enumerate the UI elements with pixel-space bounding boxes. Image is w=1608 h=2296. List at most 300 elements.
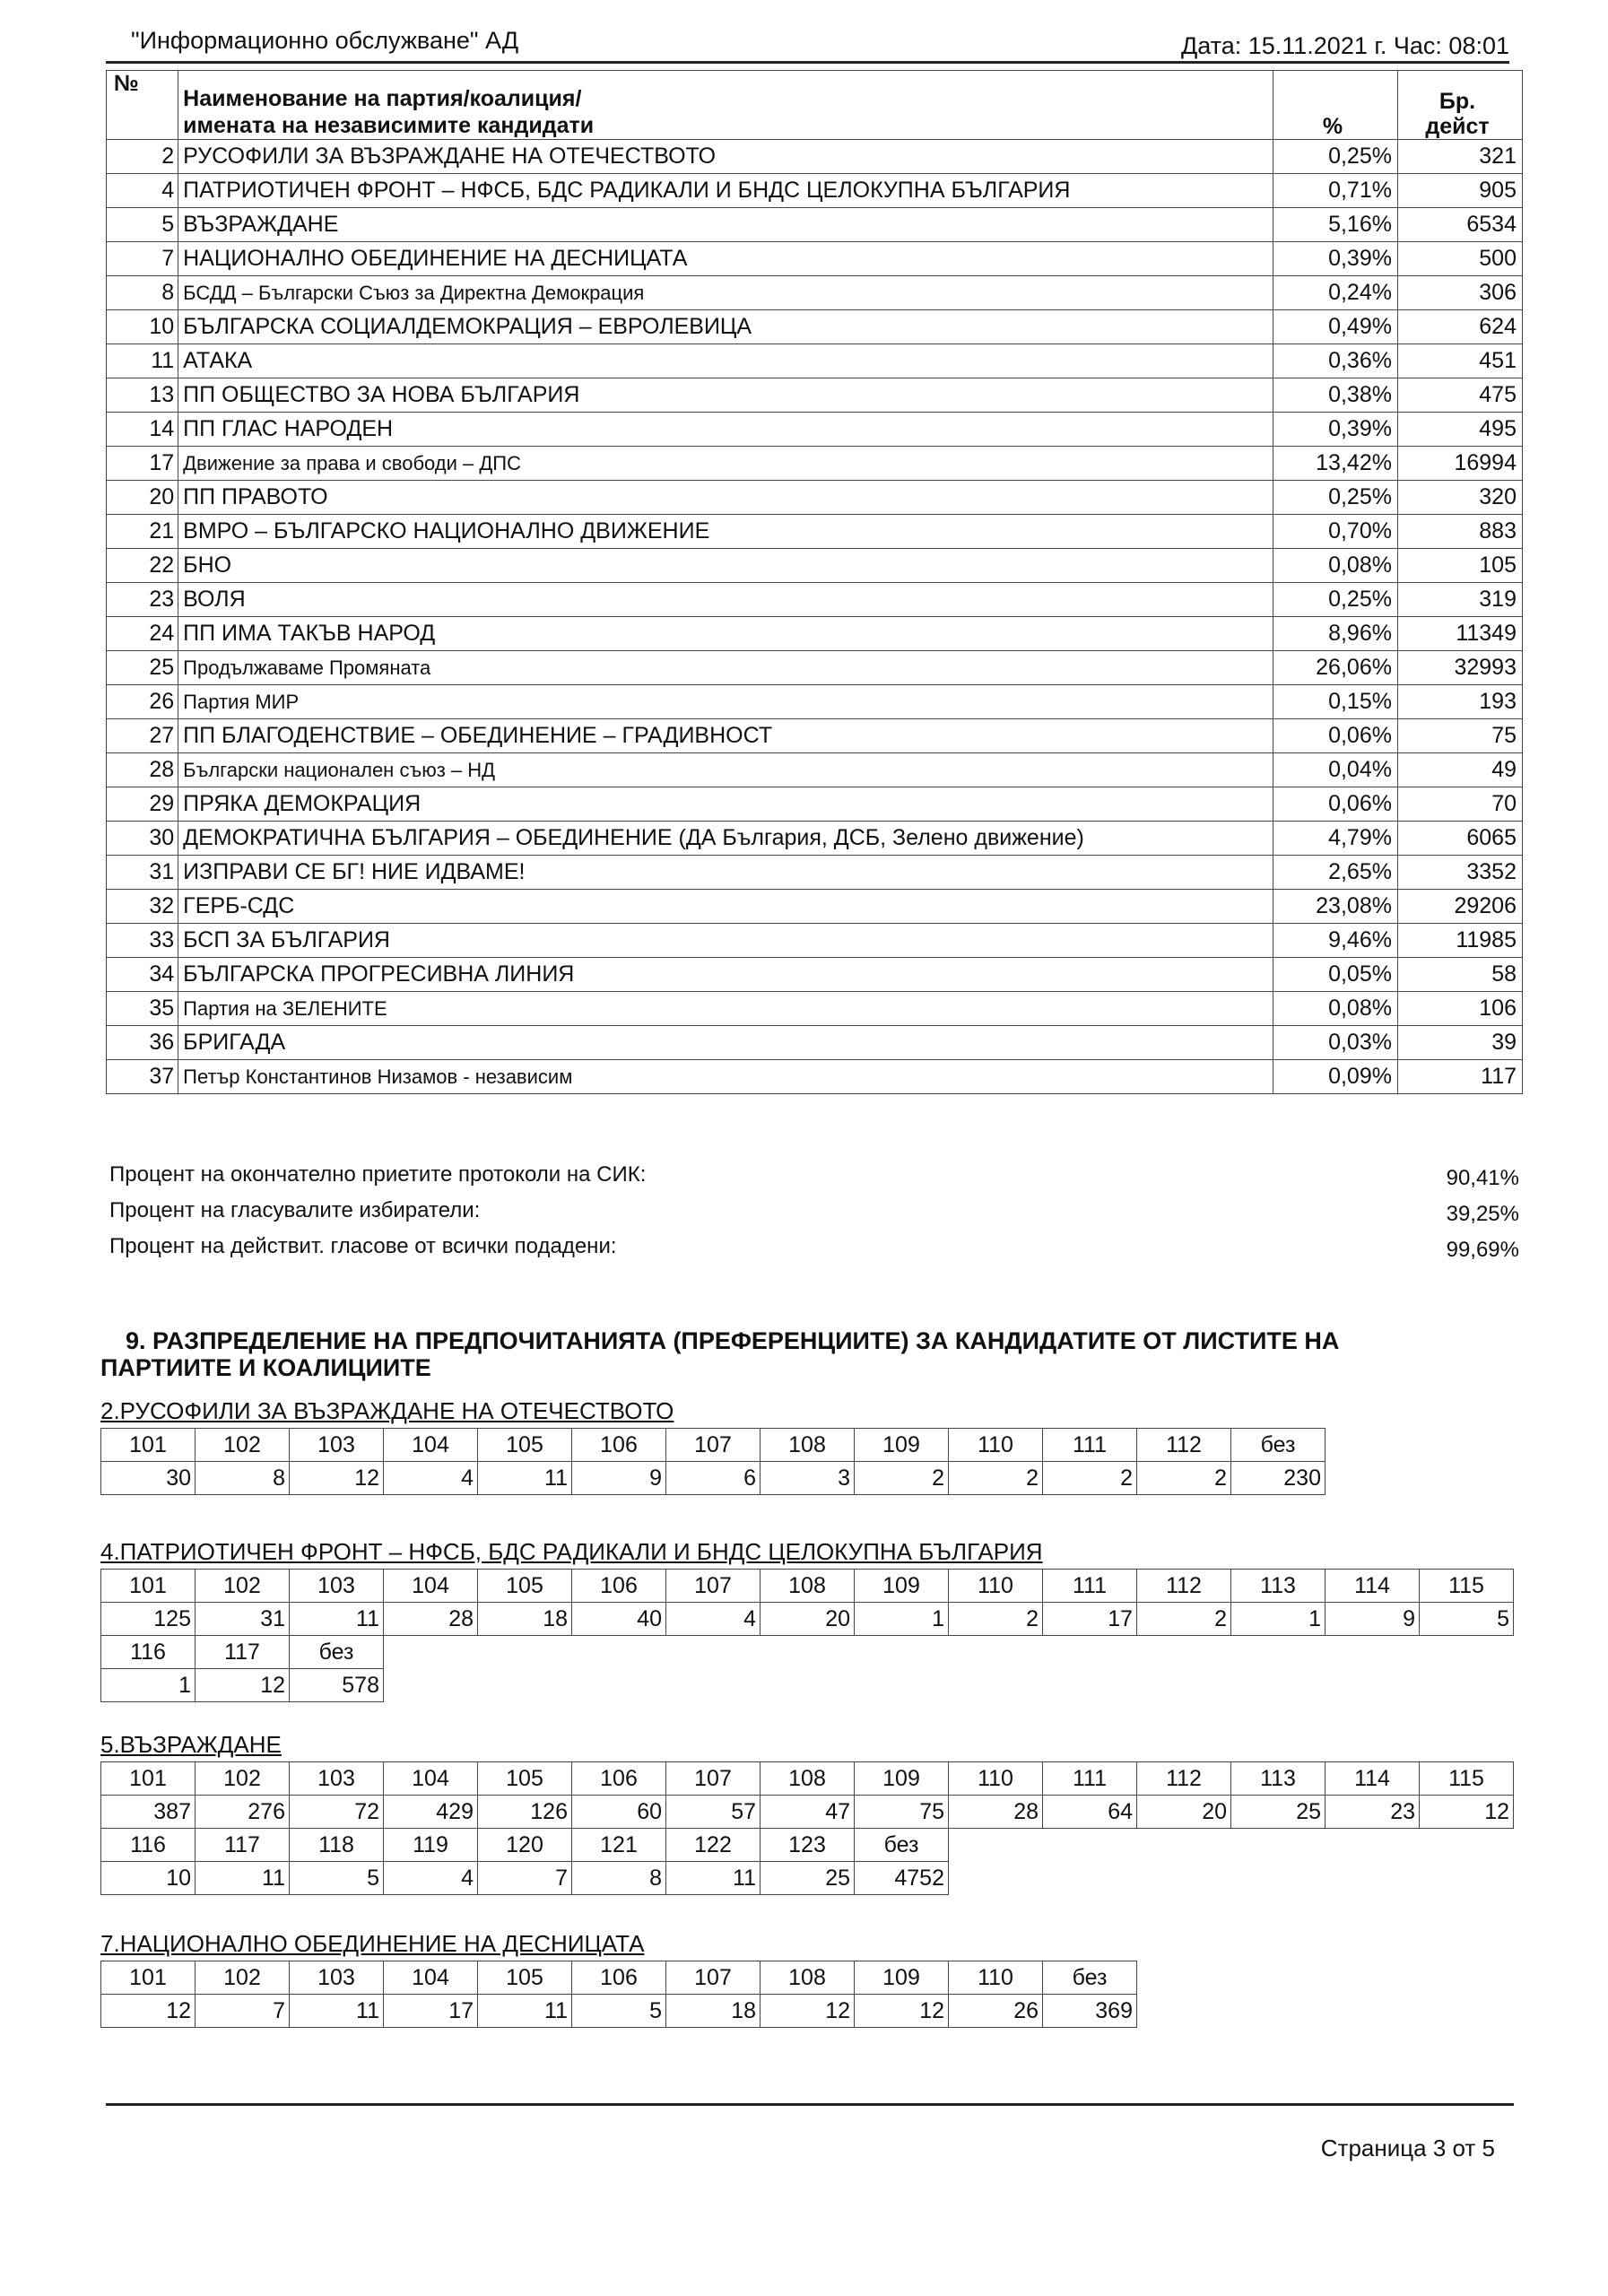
stat-label: Процент на гласувалите избиратели: (109, 1198, 481, 1222)
party-name: ПП ИМА ТАКЪВ НАРОД (178, 617, 1273, 651)
candidate-number: 104 (384, 1429, 478, 1462)
candidate-number: 112 (1137, 1762, 1231, 1796)
candidate-number: 106 (572, 1961, 666, 1995)
candidate-number: 111 (1043, 1762, 1137, 1796)
party-number: 8 (107, 276, 178, 310)
party-row (107, 924, 1523, 958)
candidate-number: 121 (572, 1829, 666, 1862)
preference-votes: 1 (855, 1603, 949, 1636)
preference-votes: 18 (666, 1995, 761, 2028)
party-votes: 624 (1397, 310, 1522, 344)
party-name: БСДД – Български Съюз за Директна Демокрация (178, 276, 1273, 310)
candidate-number: без (855, 1829, 949, 1862)
party-number: 2 (107, 140, 178, 174)
candidate-number: 103 (290, 1429, 384, 1462)
party-number: 27 (107, 719, 178, 753)
party-votes: 500 (1397, 242, 1522, 276)
date-time: Дата: 15.11.2021 г. Час: 08:01 (1180, 32, 1509, 59)
preference-votes: 25 (761, 1862, 855, 1895)
candidate-number: 105 (478, 1429, 572, 1462)
candidate-number: 105 (478, 1961, 572, 1995)
preference-votes: 40 (572, 1603, 666, 1636)
party-name: ПП БЛАГОДЕНСТВИЕ – ОБЕДИНЕНИЕ – ГРАДИВНОСТ (178, 719, 1273, 753)
party-row (107, 685, 1523, 719)
party-name: ПАТРИОТИЧЕН ФРОНТ – НФСБ, БДС РАДИКАЛИ И БНДС ЦЕЛОКУПНА БЪЛГАРИЯ (178, 174, 1273, 208)
page-number: Страница 3 от 5 (1320, 2135, 1495, 2161)
party-votes: 11985 (1397, 924, 1522, 958)
party-percent: 0,06% (1273, 787, 1397, 822)
preference-votes: 11 (666, 1862, 761, 1895)
party-row (107, 481, 1523, 515)
party-row (107, 515, 1523, 549)
preference-votes: 17 (1043, 1603, 1137, 1636)
party-name: ВМРО – БЪЛГАРСКО НАЦИОНАЛНО ДВИЖЕНИЕ (178, 515, 1273, 549)
candidate-number: 102 (196, 1762, 290, 1796)
party-row (107, 208, 1523, 242)
party-number: 29 (107, 787, 178, 822)
preference-votes: 18 (478, 1603, 572, 1636)
candidate-number: 110 (949, 1762, 1043, 1796)
party-percent: 13,42% (1273, 447, 1397, 481)
party-row (107, 958, 1523, 992)
preference-votes: 75 (855, 1796, 949, 1829)
party-row (107, 1026, 1523, 1060)
party-votes: 495 (1397, 413, 1522, 447)
party-name: Петър Константинов Низамов - независим (178, 1060, 1273, 1094)
party-number: 21 (107, 515, 178, 549)
candidate-number: без (1043, 1961, 1137, 1995)
party-row (107, 890, 1523, 924)
candidate-number: 109 (855, 1570, 949, 1603)
preference-votes: 126 (478, 1796, 572, 1829)
party-number: 36 (107, 1026, 178, 1060)
page-header (106, 25, 1509, 64)
candidate-number: 106 (572, 1570, 666, 1603)
party-votes: 319 (1397, 583, 1522, 617)
party-percent: 0,38% (1273, 378, 1397, 413)
party-votes: 58 (1397, 958, 1522, 992)
party-votes: 75 (1397, 719, 1522, 753)
preference-header-row (101, 1636, 1514, 1669)
party-percent: 0,25% (1273, 583, 1397, 617)
party-name: БРИГАДА (178, 1026, 1273, 1060)
candidate-number: без (290, 1636, 384, 1669)
preference-votes: 1 (1231, 1603, 1326, 1636)
candidate-number: 102 (196, 1570, 290, 1603)
preference-votes: 230 (1231, 1462, 1326, 1495)
party-percent: 0,71% (1273, 174, 1397, 208)
candidate-number: 104 (384, 1762, 478, 1796)
stat-value: 39,25% (1446, 1202, 1519, 1226)
candidate-number: 111 (1043, 1429, 1137, 1462)
party-percent: 0,39% (1273, 242, 1397, 276)
candidate-number: 101 (101, 1429, 196, 1462)
party-name: Продължаваме Промяната (178, 651, 1273, 685)
party-percent: 4,79% (1273, 822, 1397, 856)
col-no-header: № (107, 71, 178, 140)
party-row (107, 787, 1523, 822)
party-row (107, 753, 1523, 787)
party-votes: 320 (1397, 481, 1522, 515)
preference-values-row (101, 1462, 1326, 1495)
candidate-number: без (1231, 1429, 1326, 1462)
party-row (107, 1060, 1523, 1094)
preference-values-row (101, 1669, 1514, 1702)
candidate-number: 111 (1043, 1570, 1137, 1603)
preference-votes: 12 (1420, 1796, 1514, 1829)
candidate-number: 107 (666, 1429, 761, 1462)
party-percent: 2,65% (1273, 856, 1397, 890)
party-name: ПРЯКА ДЕМОКРАЦИЯ (178, 787, 1273, 822)
party-name: Движение за права и свободи – ДПС (178, 447, 1273, 481)
col-votes-header (1397, 71, 1522, 140)
preference-table (100, 1569, 1514, 1702)
party-name: ПП ГЛАС НАРОДЕН (178, 413, 1273, 447)
candidate-number: 110 (949, 1570, 1043, 1603)
col-name-header-line2: имената на независимите кандидати (183, 113, 595, 138)
preference-header-row (101, 1961, 1137, 1995)
preference-votes: 5 (1420, 1603, 1514, 1636)
preference-votes: 125 (101, 1603, 196, 1636)
party-number: 35 (107, 992, 178, 1026)
preference-votes: 6 (666, 1462, 761, 1495)
preference-table (100, 1428, 1326, 1495)
preference-values-row (101, 1796, 1514, 1829)
party-votes: 106 (1397, 992, 1522, 1026)
party-number: 11 (107, 344, 178, 378)
preference-votes: 2 (949, 1462, 1043, 1495)
party-percent: 5,16% (1273, 208, 1397, 242)
party-number: 4 (107, 174, 178, 208)
party-row (107, 992, 1523, 1026)
party-percent: 0,03% (1273, 1026, 1397, 1060)
candidate-number: 117 (196, 1829, 290, 1862)
candidate-number: 113 (1231, 1762, 1326, 1796)
party-percent: 0,25% (1273, 140, 1397, 174)
candidate-number: 101 (101, 1762, 196, 1796)
section-title-line2: ПАРТИИТЕ И КОАЛИЦИИТЕ (100, 1354, 431, 1381)
preference-votes: 20 (761, 1603, 855, 1636)
preference-votes: 4 (666, 1603, 761, 1636)
results-table-header (107, 71, 1523, 140)
stat-row (109, 1162, 1519, 1198)
party-row (107, 822, 1523, 856)
candidate-number: 106 (572, 1429, 666, 1462)
preference-votes: 3 (761, 1462, 855, 1495)
stat-value: 99,69% (1446, 1238, 1519, 1262)
preference-party-title: 2.РУСОФИЛИ ЗА ВЪЗРАЖДАНЕ НА ОТЕЧЕСТВОТО (100, 1397, 674, 1424)
party-percent: 0,08% (1273, 549, 1397, 583)
party-name: НАЦИОНАЛНО ОБЕДИНЕНИЕ НА ДЕСНИЦАТА (178, 242, 1273, 276)
candidate-number: 107 (666, 1570, 761, 1603)
party-row (107, 174, 1523, 208)
candidate-number: 113 (1231, 1570, 1326, 1603)
party-name: ДЕМОКРАТИЧНА БЪЛГАРИЯ – ОБЕДИНЕНИЕ (ДА България, ДСБ, Зелено движение) (178, 822, 1273, 856)
party-row (107, 378, 1523, 413)
party-votes: 905 (1397, 174, 1522, 208)
preference-party-title: 7.НАЦИОНАЛНО ОБЕДИНЕНИЕ НА ДЕСНИЦАТА (100, 1930, 645, 1957)
preference-votes: 12 (855, 1995, 949, 2028)
candidate-number: 103 (290, 1762, 384, 1796)
candidate-number: 117 (196, 1636, 290, 1669)
party-number: 13 (107, 378, 178, 413)
party-row (107, 276, 1523, 310)
preference-table (100, 1761, 1514, 1895)
preference-values-row (101, 1603, 1514, 1636)
party-name: Български национален съюз – НД (178, 753, 1273, 787)
party-row (107, 651, 1523, 685)
party-name: ПП ПРАВОТО (178, 481, 1273, 515)
party-number: 22 (107, 549, 178, 583)
preference-party-title: 4.ПАТРИОТИЧЕН ФРОНТ – НФСБ, БДС РАДИКАЛИ И БНДС ЦЕЛОКУПНА БЪЛГАРИЯ (100, 1538, 1043, 1565)
preference-votes: 11 (478, 1995, 572, 2028)
party-percent: 23,08% (1273, 890, 1397, 924)
party-votes: 475 (1397, 378, 1522, 413)
party-votes: 70 (1397, 787, 1522, 822)
candidate-number: 103 (290, 1961, 384, 1995)
preference-votes: 20 (1137, 1796, 1231, 1829)
candidate-number: 102 (196, 1961, 290, 1995)
candidate-number: 102 (196, 1429, 290, 1462)
party-percent: 0,06% (1273, 719, 1397, 753)
preference-votes: 7 (478, 1862, 572, 1895)
party-votes: 11349 (1397, 617, 1522, 651)
candidate-number: 109 (855, 1762, 949, 1796)
preference-header-row (101, 1829, 1514, 1862)
party-number: 23 (107, 583, 178, 617)
preference-votes: 10 (101, 1862, 196, 1895)
preference-votes: 11 (290, 1603, 384, 1636)
party-name: РУСОФИЛИ ЗА ВЪЗРАЖДАНЕ НА ОТЕЧЕСТВОТО (178, 140, 1273, 174)
party-votes: 105 (1397, 549, 1522, 583)
candidate-number: 104 (384, 1961, 478, 1995)
preference-votes: 23 (1326, 1796, 1420, 1829)
preference-values-row (101, 1995, 1137, 2028)
candidate-number: 105 (478, 1570, 572, 1603)
preference-votes: 8 (196, 1462, 290, 1495)
party-votes: 32993 (1397, 651, 1522, 685)
preference-votes: 25 (1231, 1796, 1326, 1829)
candidate-number: 119 (384, 1829, 478, 1862)
candidate-number: 108 (761, 1429, 855, 1462)
party-percent: 26,06% (1273, 651, 1397, 685)
party-name: Партия МИР (178, 685, 1273, 719)
party-name: БЪЛГАРСКА СОЦИАЛДЕМОКРАЦИЯ – ЕВРОЛЕВИЦА (178, 310, 1273, 344)
stat-row (109, 1198, 1519, 1234)
party-row (107, 583, 1523, 617)
preference-votes: 7 (196, 1995, 290, 2028)
party-votes: 321 (1397, 140, 1522, 174)
candidate-number: 112 (1137, 1570, 1231, 1603)
stat-label: Процент на окончателно приетите протоколи на СИК: (109, 1162, 647, 1187)
organization-name: "Информационно обслужване" АД (131, 27, 519, 54)
party-number: 10 (107, 310, 178, 344)
preference-votes: 4752 (855, 1862, 949, 1895)
party-percent: 0,36% (1273, 344, 1397, 378)
col-name-header-line1: Наименование на партия/коалиция/ (183, 86, 582, 111)
preference-votes: 11 (478, 1462, 572, 1495)
preference-votes: 11 (290, 1995, 384, 2028)
party-row (107, 310, 1523, 344)
party-row (107, 413, 1523, 447)
party-name: АТАКА (178, 344, 1273, 378)
preference-values-row (101, 1862, 1514, 1895)
party-row (107, 549, 1523, 583)
stat-label: Процент на действит. гласове от всички подадени: (109, 1234, 617, 1258)
party-percent: 0,39% (1273, 413, 1397, 447)
candidate-number: 120 (478, 1829, 572, 1862)
party-number: 32 (107, 890, 178, 924)
party-percent: 0,15% (1273, 685, 1397, 719)
preference-votes: 12 (101, 1995, 196, 2028)
party-percent: 0,70% (1273, 515, 1397, 549)
candidate-number: 105 (478, 1762, 572, 1796)
candidate-number: 101 (101, 1961, 196, 1995)
preference-votes: 2 (1043, 1462, 1137, 1495)
party-name: БНО (178, 549, 1273, 583)
stat-row (109, 1234, 1519, 1270)
preference-votes: 26 (949, 1995, 1043, 2028)
candidate-number: 114 (1326, 1570, 1420, 1603)
party-votes: 193 (1397, 685, 1522, 719)
preference-party-title: 5.ВЪЗРАЖДАНЕ (100, 1731, 282, 1758)
candidate-number: 109 (855, 1429, 949, 1462)
preference-votes: 2 (949, 1603, 1043, 1636)
stat-value: 90,41% (1446, 1166, 1519, 1190)
col-name-header (178, 71, 1273, 140)
party-number: 28 (107, 753, 178, 787)
preference-votes: 11 (196, 1862, 290, 1895)
col-votes-header-line1: Бр. (1439, 89, 1476, 114)
preference-votes: 17 (384, 1995, 478, 2028)
party-name: ПП ОБЩЕСТВО ЗА НОВА БЪЛГАРИЯ (178, 378, 1273, 413)
party-percent: 0,25% (1273, 481, 1397, 515)
candidate-number: 103 (290, 1570, 384, 1603)
candidate-number: 116 (101, 1636, 196, 1669)
preference-votes: 12 (290, 1462, 384, 1495)
preference-votes: 5 (572, 1995, 666, 2028)
candidate-number: 108 (761, 1762, 855, 1796)
candidate-number: 122 (666, 1829, 761, 1862)
preference-votes: 387 (101, 1796, 196, 1829)
party-votes: 39 (1397, 1026, 1522, 1060)
candidate-number: 110 (949, 1429, 1043, 1462)
party-percent: 0,49% (1273, 310, 1397, 344)
section-title (100, 1327, 1339, 1381)
preference-header-row (101, 1570, 1514, 1603)
footer-divider (106, 2103, 1514, 2106)
party-number: 14 (107, 413, 178, 447)
preference-votes: 28 (384, 1603, 478, 1636)
candidate-number: 106 (572, 1762, 666, 1796)
party-number: 37 (107, 1060, 178, 1094)
party-number: 24 (107, 617, 178, 651)
party-name: ГЕРБ-СДС (178, 890, 1273, 924)
col-pct-header: % (1273, 71, 1397, 140)
party-name: ВОЛЯ (178, 583, 1273, 617)
preference-votes: 64 (1043, 1796, 1137, 1829)
preference-votes: 5 (290, 1862, 384, 1895)
candidate-number: 101 (101, 1570, 196, 1603)
candidate-number: 115 (1420, 1762, 1514, 1796)
candidate-number: 108 (761, 1961, 855, 1995)
party-row (107, 140, 1523, 174)
preference-votes: 72 (290, 1796, 384, 1829)
party-percent: 0,08% (1273, 992, 1397, 1026)
preference-header-row (101, 1429, 1326, 1462)
candidate-number: 112 (1137, 1429, 1231, 1462)
preference-votes: 30 (101, 1462, 196, 1495)
preference-votes: 276 (196, 1796, 290, 1829)
party-number: 30 (107, 822, 178, 856)
party-row (107, 856, 1523, 890)
party-number: 33 (107, 924, 178, 958)
candidate-number: 104 (384, 1570, 478, 1603)
party-percent: 0,09% (1273, 1060, 1397, 1094)
preference-votes: 4 (384, 1462, 478, 1495)
party-percent: 9,46% (1273, 924, 1397, 958)
party-name: БСП ЗА БЪЛГАРИЯ (178, 924, 1273, 958)
preference-votes: 429 (384, 1796, 478, 1829)
preference-votes: 9 (572, 1462, 666, 1495)
preference-votes: 578 (290, 1669, 384, 1702)
candidate-number: 118 (290, 1829, 384, 1862)
candidate-number: 116 (101, 1829, 196, 1862)
party-number: 5 (107, 208, 178, 242)
party-percent: 0,04% (1273, 753, 1397, 787)
party-number: 20 (107, 481, 178, 515)
party-votes: 49 (1397, 753, 1522, 787)
preference-votes: 4 (384, 1862, 478, 1895)
candidate-number: 107 (666, 1961, 761, 1995)
preference-votes: 12 (761, 1995, 855, 2028)
party-percent: 0,24% (1273, 276, 1397, 310)
party-row (107, 617, 1523, 651)
preference-votes: 47 (761, 1796, 855, 1829)
candidate-number: 107 (666, 1762, 761, 1796)
candidate-number: 115 (1420, 1570, 1514, 1603)
party-votes: 16994 (1397, 447, 1522, 481)
preference-votes: 2 (1137, 1462, 1231, 1495)
section-title-line1: 9. РАЗПРЕДЕЛЕНИЕ НА ПРЕДПОЧИТАНИЯТА (ПРЕФЕРЕНЦИИТЕ) ЗА КАНДИДАТИТЕ ОТ ЛИСТИТЕ НА (126, 1327, 1340, 1354)
candidate-number: 109 (855, 1961, 949, 1995)
party-votes: 883 (1397, 515, 1522, 549)
party-percent: 8,96% (1273, 617, 1397, 651)
party-number: 25 (107, 651, 178, 685)
party-row (107, 344, 1523, 378)
party-name: БЪЛГАРСКА ПРОГРЕСИВНА ЛИНИЯ (178, 958, 1273, 992)
preference-votes: 2 (1137, 1603, 1231, 1636)
preference-header-row (101, 1762, 1514, 1796)
party-number: 26 (107, 685, 178, 719)
party-percent: 0,05% (1273, 958, 1397, 992)
party-votes: 6065 (1397, 822, 1522, 856)
party-votes: 6534 (1397, 208, 1522, 242)
party-name: ИЗПРАВИ СЕ БГ! НИЕ ИДВАМЕ! (178, 856, 1273, 890)
party-number: 34 (107, 958, 178, 992)
party-row (107, 242, 1523, 276)
party-name: ВЪЗРАЖДАНЕ (178, 208, 1273, 242)
party-votes: 306 (1397, 276, 1522, 310)
preference-votes: 2 (855, 1462, 949, 1495)
party-number: 7 (107, 242, 178, 276)
summary-stats (109, 1162, 1519, 1270)
candidate-number: 110 (949, 1961, 1043, 1995)
party-number: 31 (107, 856, 178, 890)
party-row (107, 719, 1523, 753)
preference-votes: 12 (196, 1669, 290, 1702)
candidate-number: 123 (761, 1829, 855, 1862)
